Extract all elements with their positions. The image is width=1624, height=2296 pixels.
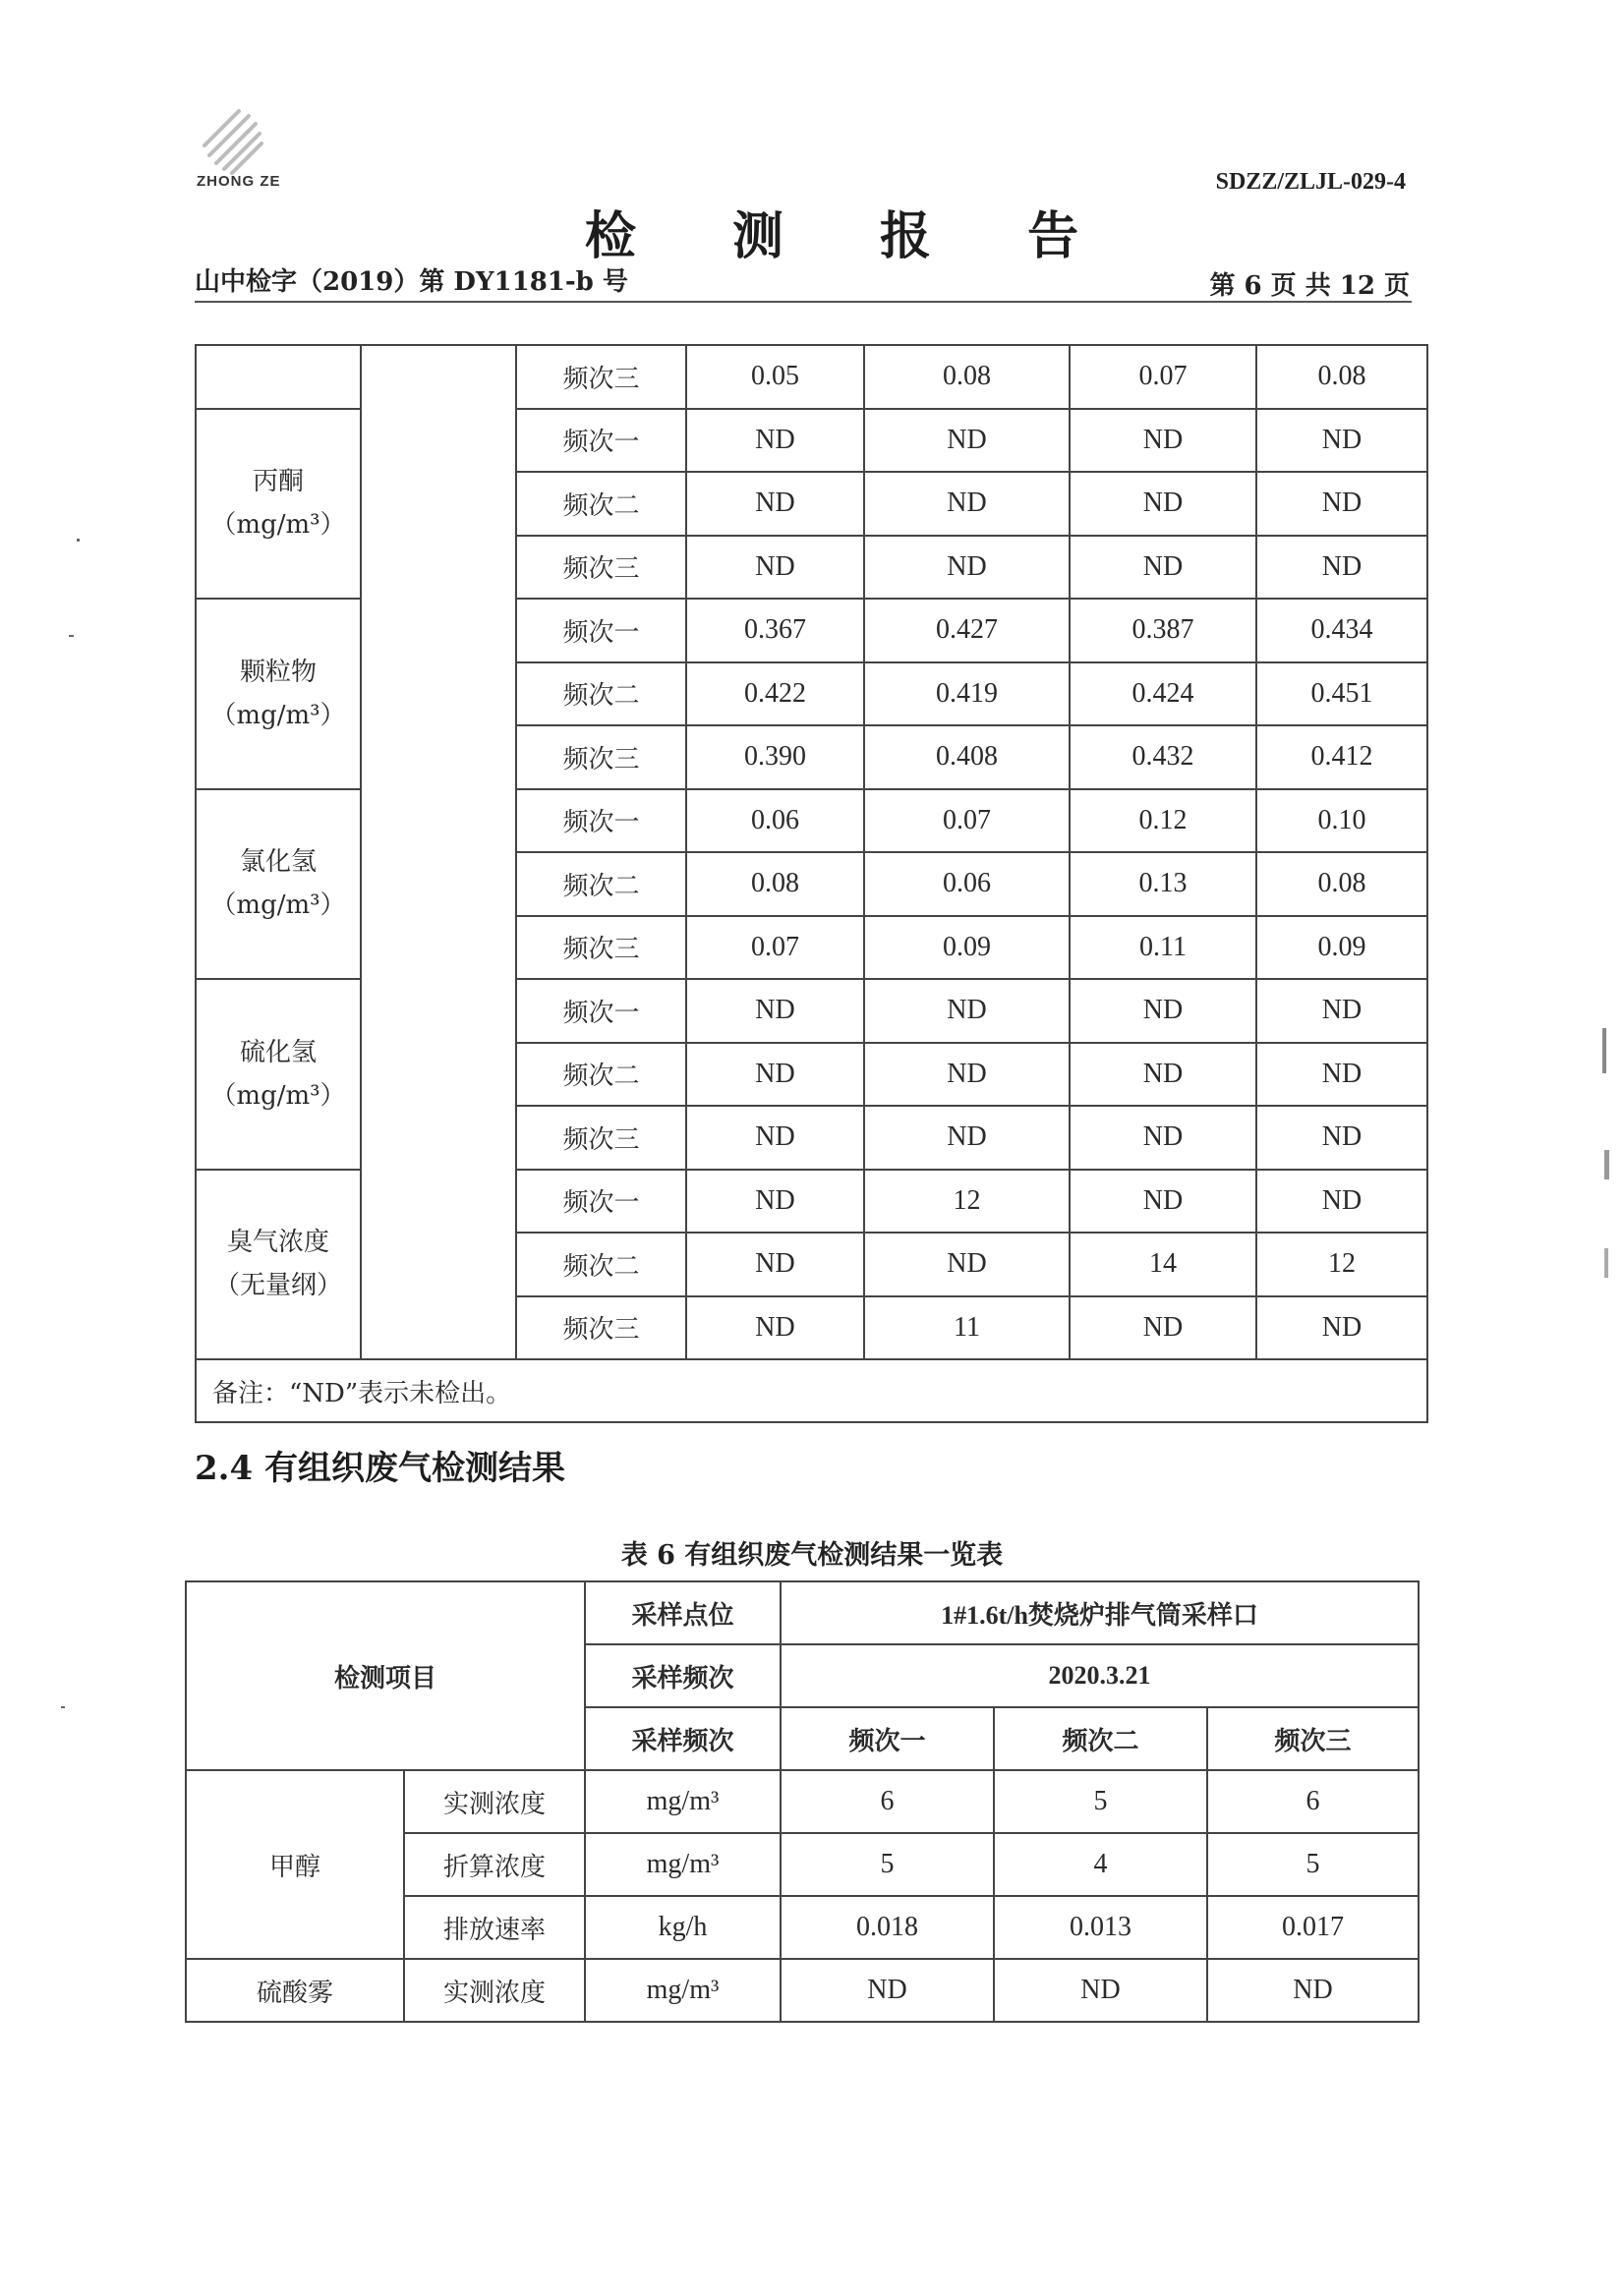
value-cell: ND [1070,409,1256,473]
scan-mark [1604,1248,1608,1278]
value-cell: ND [864,1106,1070,1170]
note-text: 备注：“ND”表示未检出。 [196,1359,1427,1422]
value-cell: ND [1256,979,1427,1043]
value-cell: 0.434 [1256,599,1427,662]
value-cell: ND [1070,979,1256,1043]
unit-cell: mg/m³ [585,1770,781,1833]
value-cell: 5 [781,1833,994,1896]
scan-mark [1602,1028,1606,1073]
pollutant-name: 颗粒物 [239,657,317,687]
value-cell: 0.13 [1070,852,1256,916]
frequency-header: 频次三 [1207,1707,1419,1770]
frequency-cell: 频次三 [516,1296,686,1360]
value-cell: ND [864,472,1070,536]
pollutant-unit: （mg/m³） [210,510,346,541]
unit-cell: mg/m³ [585,1959,781,2022]
value-cell: 0.017 [1207,1896,1419,1959]
frequency-cell: 频次二 [516,472,686,536]
value-cell: 0.08 [1256,852,1427,916]
value-cell: 0.419 [864,662,1070,726]
value-cell: 0.06 [864,852,1070,916]
value-cell: ND [1256,536,1427,600]
value-cell: ND [686,1106,864,1170]
unorganized-gas-results-table [195,344,1428,1423]
scan-mark [1604,1150,1609,1179]
pollutant-name: 硫化氢 [239,1037,317,1067]
value-cell: 5 [1207,1833,1419,1896]
value-cell: ND [686,472,864,536]
frequency-cell: 频次三 [516,916,686,980]
document-code: SDZZ/ZLJL-029-4 [1215,169,1406,195]
value-cell: 0.12 [1070,789,1256,853]
unit-cell: mg/m³ [585,1833,781,1896]
pollutant-cell [196,1170,361,1360]
value-cell: 0.390 [686,725,864,789]
value-cell: 12 [864,1170,1070,1234]
table-row [186,1581,1419,1644]
pollutant-unit: （mg/m³） [210,700,346,730]
pollutant-unit: （mg/m³） [210,1080,346,1111]
table-row [186,1770,1419,1833]
value-cell: 0.08 [864,345,1070,409]
frequency-cell: 频次二 [516,852,686,916]
value-cell: 0.08 [686,852,864,916]
value-cell: ND [1070,1296,1256,1360]
point-cell-merged [361,345,516,1359]
value-cell: 0.412 [1256,725,1427,789]
table-row [196,345,1427,409]
value-cell: ND [686,1296,864,1360]
frequency-cell: 频次三 [516,1106,686,1170]
frequency-cell: 频次一 [516,409,686,473]
value-cell: ND [1070,1106,1256,1170]
value-cell: ND [1256,1170,1427,1234]
value-cell: ND [686,1170,864,1234]
scan-mark [77,539,80,542]
value-cell: ND [1207,1959,1419,2022]
pollutant-name: 臭气浓度 [226,1228,329,1258]
value-cell: 0.422 [686,662,864,726]
frequency-cell: 频次一 [516,789,686,853]
value-cell: ND [686,536,864,600]
sampling-date-label: 采样频次 [585,1644,781,1707]
value-cell: 6 [1207,1770,1419,1833]
value-cell: ND [1070,536,1256,600]
pollutant-name: 氯化氢 [239,847,317,878]
page-info: 第 6 页 共 12 页 [1209,271,1410,301]
value-cell: ND [1070,472,1256,536]
value-cell: 0.451 [1256,662,1427,726]
frequency-header: 频次一 [781,1707,994,1770]
value-cell: ND [1256,472,1427,536]
value-cell: 0.432 [1070,725,1256,789]
metric-cell: 实测浓度 [404,1770,585,1833]
header-item-cell: 检测项目 [186,1581,585,1770]
pollutant-unit: （无量纲） [213,1271,342,1301]
value-cell: 0.09 [1256,916,1427,980]
value-cell: 0.09 [864,916,1070,980]
value-cell: ND [1256,1043,1427,1107]
value-cell: 0.07 [864,789,1070,853]
frequency-cell: 频次三 [516,345,686,409]
value-cell: 0.07 [1070,345,1256,409]
value-cell: 0.408 [864,725,1070,789]
pollutant-cell [196,409,361,600]
frequency-cell: 频次二 [516,1043,686,1107]
value-cell: 0.07 [686,916,864,980]
value-cell: ND [864,409,1070,473]
value-cell: ND [686,409,864,473]
value-cell: ND [1256,1106,1427,1170]
unit-cell: kg/h [585,1896,781,1959]
organized-gas-results-table [185,1580,1420,2023]
metric-cell: 排放速率 [404,1896,585,1959]
header-rule [195,301,1412,303]
value-cell: 14 [1070,1233,1256,1296]
value-cell: ND [864,536,1070,600]
value-cell: ND [781,1959,994,2022]
value-cell: 4 [994,1833,1207,1896]
value-cell: 11 [864,1296,1070,1360]
report-number: 山中检字（2019）第 DY1181-b 号 [195,267,628,297]
scan-mark [61,1706,65,1708]
value-cell: 0.11 [1070,916,1256,980]
metric-cell: 实测浓度 [404,1959,585,2022]
value-cell: 0.367 [686,599,864,662]
pollutant-cell [196,979,361,1170]
scan-mark [69,635,74,637]
value-cell: 0.10 [1256,789,1427,853]
logo-text: ZHONG ZE [197,173,281,190]
frequency-cell: 频次一 [516,599,686,662]
sampling-point-value: 1#1.6t/h焚烧炉排气筒采样口 [781,1581,1419,1644]
frequency-cell: 频次三 [516,725,686,789]
value-cell: 5 [994,1770,1207,1833]
frequency-cell: 频次一 [516,979,686,1043]
value-cell: ND [1070,1043,1256,1107]
frequency-label: 采样频次 [585,1707,781,1770]
value-cell: 0.018 [781,1896,994,1959]
frequency-cell: 频次三 [516,536,686,600]
table-caption: 表 6 有组织废气检测结果一览表 [620,1540,1004,1571]
value-cell: ND [994,1959,1207,2022]
value-cell: ND [686,979,864,1043]
sampling-date-value: 2020.3.21 [781,1644,1419,1707]
value-cell: 12 [1256,1233,1427,1296]
value-cell: 6 [781,1770,994,1833]
section-title: 2.4 有组织废气检测结果 [195,1449,565,1488]
note-row [196,1359,1427,1422]
value-cell: ND [864,1233,1070,1296]
value-cell: 0.013 [994,1896,1207,1959]
value-cell: 0.427 [864,599,1070,662]
metric-cell: 折算浓度 [404,1833,585,1896]
frequency-cell: 频次二 [516,1233,686,1296]
item-cell-empty [196,345,361,409]
pollutant-name: 丙酮 [252,467,304,497]
sampling-point-label: 采样点位 [585,1581,781,1644]
value-cell: 0.424 [1070,662,1256,726]
frequency-header: 频次二 [994,1707,1207,1770]
pollutant-cell [196,599,361,789]
pollutant-cell: 甲醇 [186,1770,404,1959]
value-cell: 0.08 [1256,345,1427,409]
value-cell: 0.05 [686,345,864,409]
value-cell: ND [1256,1296,1427,1360]
table-row [186,1959,1419,2022]
pollutant-unit: （mg/m³） [210,890,346,921]
value-cell: 0.387 [1070,599,1256,662]
frequency-cell: 频次一 [516,1170,686,1234]
value-cell: 0.06 [686,789,864,853]
report-title: 检 测 报 告 [584,206,1119,266]
value-cell: ND [864,979,1070,1043]
value-cell: ND [864,1043,1070,1107]
pollutant-cell [196,789,361,980]
value-cell: ND [1070,1170,1256,1234]
frequency-cell: 频次二 [516,662,686,726]
value-cell: ND [686,1233,864,1296]
value-cell: ND [1256,409,1427,473]
value-cell: ND [686,1043,864,1107]
pollutant-cell: 硫酸雾 [186,1959,404,2022]
